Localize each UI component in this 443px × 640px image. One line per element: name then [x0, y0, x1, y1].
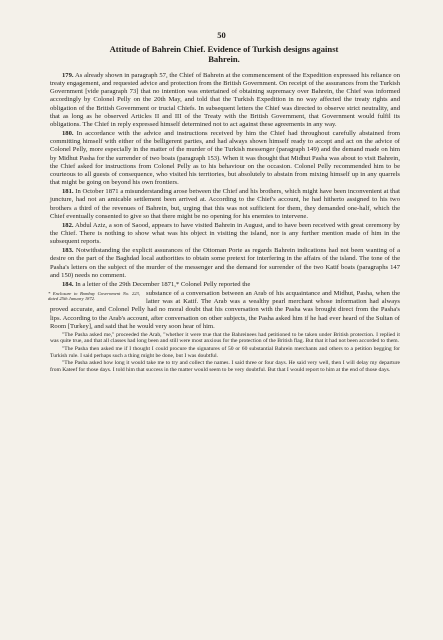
paragraph-number: 183. — [62, 247, 74, 255]
section-heading — [48, 44, 400, 64]
paragraph-number: 184. — [62, 280, 74, 288]
paragraph-number: 182. — [62, 221, 74, 229]
paragraph-text: substance of a conversation between an Arab of his acquaintance and Midhut, Pasha, when the latter was at Katif. The Arab was a wealthy pearl merchant whose information had always proved accurate, and Colonel Pelly had no moral doubt that his conversation with the Pasha was brought direct from the Pasha's lips. According to the Arab's account, after conversation on other subjects, the Pasha asked him if he had ever heard of the Sultan of Room [Turkey], and said that he would very soon hear of him. — [50, 290, 400, 330]
quote-3: "The Pasha asked how long it would take me to try and collect the names. I said three or four days. He said very well, then I will delay my departure from Kateef for those days. I told him that success in the matter would seem to be very doubtful. But that I would report to him at the end of those days. — [50, 360, 400, 373]
paragraph-183 — [50, 247, 400, 280]
paragraph-text: As already shown in paragraph 57, the Chief of Bahrein at the commencement of the Expedition expressed his reliance on treaty engagement, and requested advice and protection from the British Government. On receipt of the assurances from the Turkish Government [vide paragraph 73] that no intention was entertained of obtaining supremacy over Bahrein, the Chief was informed accordingly by Colonel Pelly on the 20th May, and told that the Turkish Expedition in no way affected the treaty rights and obligation of the British Government or trucial Chiefs. In subsequent letters the Chief was directed to observe strict neutrality, and that as long as he observed Articles II and III of the Treaty with the British Government, that Government would fulfil its obligations. The Chief in reply expressed himself determined not to act against these agreements in any way. — [50, 72, 400, 128]
paragraph-184-continuation — [50, 290, 400, 331]
quote-2: "The Pasha then asked me if I thought I could procure the signatures of 50 or 60 substantial Bahrein merchants and others to a petition begging for Turkish rule. I said perhaps such a thing might be done, but I was doubtful. — [50, 346, 400, 359]
paragraph-text: Abdul Aziz, a son of Saood, appears to have visited Bahrein in August, and to have been received with great ceremony by the Chief. There is nothing to show what was his object in visiting the island, nor is any further mention made of him in the subsequent reports. — [50, 221, 400, 246]
paragraph-180 — [50, 130, 400, 187]
body-text — [50, 72, 400, 374]
paragraph-lead: In a letter of the 29th December 1871,* Colonel Pelly reported the — [75, 280, 251, 288]
paragraph-184 — [50, 281, 400, 289]
paragraph-182 — [50, 222, 400, 246]
heading-line-2: Bahrein. — [208, 54, 240, 64]
paragraph-number: 181. — [62, 188, 74, 196]
paragraph-text: In accordance with the advice and instructions received by him the Chief had throughout carefully abstained from committing himself with either of the belligerent parties, and had always shown himself ready to accept and act on the advice of Colonel Pelly, more especially in the matter of the murder of the Turkish messenger (paragraph 149) and the demand made on him by Midhut Pasha for the surrender of two boats (paragraph 153). When it was thought that Midhut Pasha was about to visit Bahrein, the Chief asked for instructions from Colonel Pelly as to his behaviour on the occasion. Colonel Pelly recommended him to be courteous to all guests of consequence, who visited his territories, but absolutely to abstain from mixing himself up in any quarrels that might be going on beyond his own frontiers. — [50, 130, 400, 187]
quote-1: "The Pasha asked me," proceeded the Arab, "whether it were true that the Bahreinees had petitioned to be taken under British protection. I replied it was quite true, and that all classes had long been and still were most anxious for the protection of the British flag. But that it had not been accorded to them. — [50, 331, 400, 345]
paragraph-181 — [50, 188, 400, 221]
paragraph-number: 179. — [62, 72, 74, 79]
heading-line-1: Attitude of Bahrein Chief. Evidence of Turkish designs against — [109, 44, 339, 54]
paragraph-text: In October 1871 a misunderstanding arose between the Chief and his brothers, which might have been inconvenient at that juncture, had not an amicable settlement been arrived at. According to the Chief's account, he had hitherto assigned to his two brothers a third of the revenues of Bahrein, but, urging that this was not sufficient for them, they demanded one-half, which the Chief eventually consented to give so that there might be no opening for his enemies to intervene. — [50, 188, 400, 220]
marginal-note: * Enclosure to Bombay Government No. 223, dated 25th January 1872. — [48, 291, 140, 302]
paragraph-179 — [50, 72, 400, 129]
paragraph-number: 180. — [62, 130, 74, 138]
page-number: 50 — [217, 30, 226, 40]
paragraph-text: Notwithstanding the explicit assurances of the Ottoman Porte as regards Bahrein indications had not been wanting of a desire on the part of the Baghdad local authorities to obtain some pretext for interfering in the affairs of the island. The tone of the Pasha's letters on the subject of the murder of the messenger and the demand for surrender of the two Katif boats (paragraphs 147 and 150) needs no comment. — [50, 247, 400, 279]
